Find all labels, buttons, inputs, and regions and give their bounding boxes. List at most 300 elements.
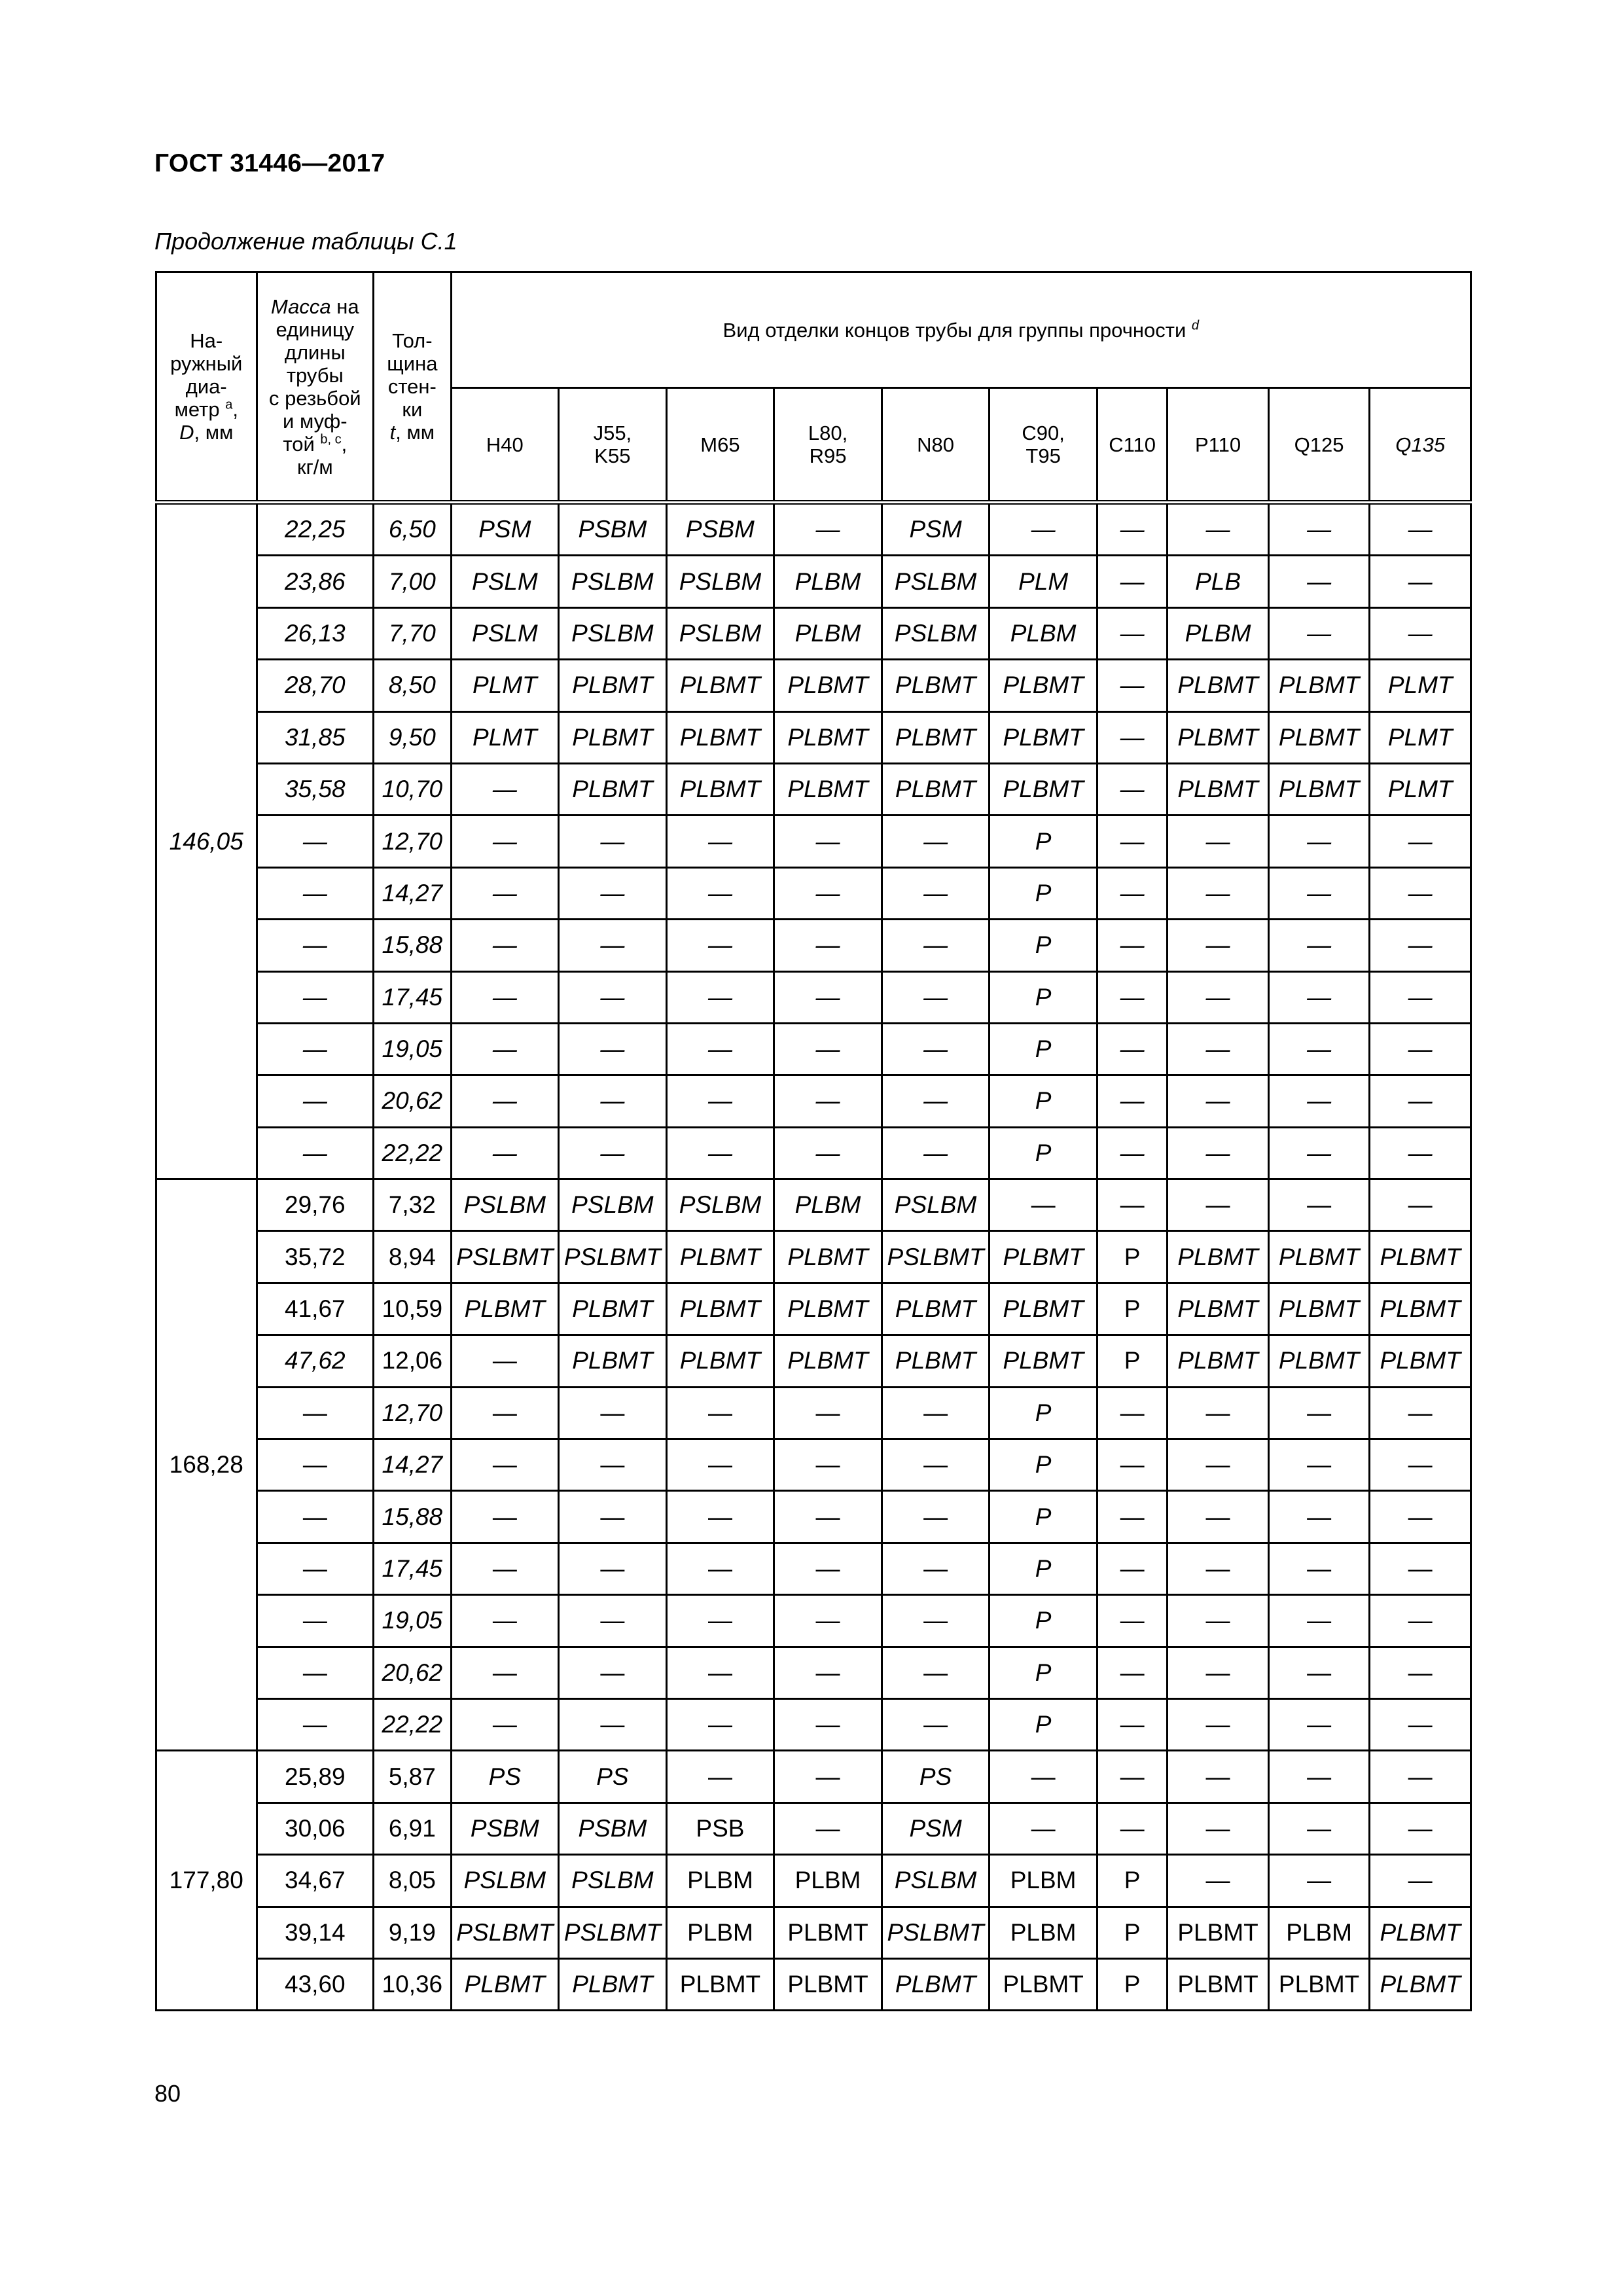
mass-cell: 28,70: [257, 660, 374, 711]
finish-cell: PLBMT: [1268, 763, 1370, 815]
finish-cell: —: [451, 1075, 559, 1127]
finish-cell: PLBMT: [990, 1231, 1097, 1283]
table-row: [156, 971, 1471, 1023]
finish-cell: —: [882, 1387, 990, 1439]
mass-cell: 25,89: [257, 1751, 374, 1803]
finish-cell: —: [774, 1751, 882, 1803]
finish-cell: —: [1268, 1595, 1370, 1647]
table-row: [156, 1075, 1471, 1127]
finish-cell: —: [666, 920, 774, 971]
finish-cell: —: [1097, 1387, 1167, 1439]
table-row: [156, 1439, 1471, 1491]
finish-cell: PLBM: [990, 1855, 1097, 1907]
finish-cell: —: [1370, 1023, 1471, 1075]
table-row: [156, 1179, 1471, 1231]
finish-cell: PLBMT: [666, 1958, 774, 2010]
finish-cell: —: [1168, 1595, 1269, 1647]
page-number: 80: [154, 2080, 181, 2107]
finish-cell: —: [451, 1543, 559, 1594]
finish-cell: P: [990, 1491, 1097, 1543]
finish-cell: PLBM: [666, 1907, 774, 1958]
finish-cell: —: [1370, 607, 1471, 659]
finish-cell: —: [882, 1023, 990, 1075]
thickness-cell: 7,32: [374, 1179, 451, 1231]
finish-cell: —: [774, 920, 882, 971]
finish-cell: —: [1370, 1595, 1471, 1647]
table-row: [156, 1231, 1471, 1283]
finish-cell: —: [774, 1543, 882, 1594]
finish-cell: —: [559, 1439, 667, 1491]
finish-cell: —: [882, 1543, 990, 1594]
finish-cell: —: [559, 1543, 667, 1594]
finish-cell: —: [1370, 920, 1471, 971]
finish-cell: —: [1168, 1127, 1269, 1179]
finish-cell: —: [882, 867, 990, 919]
finish-cell: P: [1097, 1283, 1167, 1335]
finish-cell: —: [666, 1543, 774, 1594]
finish-cell: PLBMT: [1370, 1958, 1471, 2010]
mass-cell: 35,58: [257, 763, 374, 815]
finish-cell: PLBMT: [774, 1283, 882, 1335]
thickness-cell: 7,70: [374, 607, 451, 659]
finish-cell: —: [1268, 1075, 1370, 1127]
finish-cell: PS: [451, 1751, 559, 1803]
finish-cell: PLMT: [1370, 711, 1471, 763]
diameter-cell: 146,05: [156, 503, 257, 1179]
finish-cell: PSLBM: [882, 607, 990, 659]
finish-cell: PSBM: [559, 1803, 667, 1854]
finish-cell: PLBMT: [1168, 763, 1269, 815]
finish-cell: PSBM: [666, 503, 774, 556]
finish-cell: —: [666, 816, 774, 867]
finish-cell: —: [774, 1127, 882, 1179]
finish-cell: —: [1097, 1023, 1167, 1075]
finish-cell: PSM: [882, 1803, 990, 1854]
header-grade: L80, R95: [774, 388, 882, 503]
finish-cell: —: [666, 1075, 774, 1127]
mass-cell: —: [257, 1543, 374, 1594]
finish-cell: PLBMT: [774, 763, 882, 815]
finish-cell: —: [1168, 816, 1269, 867]
thickness-cell: 12,70: [374, 816, 451, 867]
finish-cell: —: [559, 971, 667, 1023]
finish-cell: PSBM: [451, 1803, 559, 1854]
header-group: Вид отделки концов трубы для группы прочности $^d$: [451, 272, 1471, 388]
finish-cell: PLBMT: [451, 1283, 559, 1335]
finish-cell: —: [1097, 1075, 1167, 1127]
finish-cell: —: [1168, 1023, 1269, 1075]
finish-cell: PLBMT: [666, 1283, 774, 1335]
table-row: [156, 1543, 1471, 1594]
finish-cell: —: [451, 1439, 559, 1491]
finish-cell: —: [774, 1387, 882, 1439]
finish-cell: PLBM: [990, 1907, 1097, 1958]
finish-cell: PLBMT: [882, 763, 990, 815]
finish-cell: —: [1097, 920, 1167, 971]
header-grade: Q135: [1370, 388, 1471, 503]
finish-cell: —: [990, 1803, 1097, 1854]
finish-cell: —: [559, 1595, 667, 1647]
thickness-cell: 10,59: [374, 1283, 451, 1335]
mass-cell: 23,86: [257, 556, 374, 607]
header-grade: C90, T95: [990, 388, 1097, 503]
finish-cell: PSLBMT: [451, 1907, 559, 1958]
thickness-cell: 19,05: [374, 1023, 451, 1075]
finish-cell: PLBMT: [882, 1958, 990, 2010]
finish-cell: —: [1370, 1179, 1471, 1231]
mass-cell: 30,06: [257, 1803, 374, 1854]
mass-cell: 41,67: [257, 1283, 374, 1335]
mass-cell: —: [257, 1491, 374, 1543]
finish-cell: —: [1097, 763, 1167, 815]
finish-cell: PSLBMT: [451, 1231, 559, 1283]
finish-cell: —: [1168, 1803, 1269, 1854]
thickness-cell: 9,19: [374, 1907, 451, 1958]
finish-cell: —: [1097, 816, 1167, 867]
finish-cell: —: [559, 1387, 667, 1439]
finish-cell: —: [1097, 971, 1167, 1023]
finish-cell: —: [451, 1491, 559, 1543]
thickness-cell: 10,70: [374, 763, 451, 815]
finish-cell: —: [1370, 1698, 1471, 1750]
finish-cell: —: [559, 920, 667, 971]
finish-cell: PLMT: [451, 660, 559, 711]
finish-cell: PSLBM: [559, 607, 667, 659]
finish-cell: —: [1370, 1075, 1471, 1127]
finish-cell: —: [559, 1127, 667, 1179]
finish-cell: PLBM: [1168, 607, 1269, 659]
mass-cell: 26,13: [257, 607, 374, 659]
thickness-cell: 8,50: [374, 660, 451, 711]
finish-cell: PLBMT: [1168, 711, 1269, 763]
finish-cell: PLBMT: [1168, 1958, 1269, 2010]
table-row: [156, 1491, 1471, 1543]
header-grade: N80: [882, 388, 990, 503]
finish-cell: PLBMT: [990, 1283, 1097, 1335]
finish-cell: PSM: [882, 503, 990, 556]
finish-cell: P: [990, 1647, 1097, 1698]
finish-cell: —: [666, 1491, 774, 1543]
header-grade: P110: [1168, 388, 1269, 503]
thickness-cell: 19,05: [374, 1595, 451, 1647]
header-grade: M65: [666, 388, 774, 503]
finish-cell: —: [1097, 711, 1167, 763]
finish-cell: PLBMT: [666, 1231, 774, 1283]
finish-cell: —: [451, 1698, 559, 1750]
table-row: [156, 711, 1471, 763]
finish-cell: —: [1268, 1491, 1370, 1543]
finish-cell: PSLBMT: [882, 1907, 990, 1958]
finish-cell: PLBM: [774, 1855, 882, 1907]
finish-cell: PS: [882, 1751, 990, 1803]
finish-cell: —: [1097, 503, 1167, 556]
mass-cell: 47,62: [257, 1335, 374, 1387]
finish-cell: —: [1168, 1491, 1269, 1543]
finish-cell: —: [559, 867, 667, 919]
finish-cell: —: [451, 1595, 559, 1647]
thickness-cell: 7,00: [374, 556, 451, 607]
mass-cell: —: [257, 1075, 374, 1127]
table-row: [156, 1855, 1471, 1907]
mass-cell: 31,85: [257, 711, 374, 763]
finish-cell: PSBM: [559, 503, 667, 556]
finish-cell: PLBMT: [1268, 660, 1370, 711]
finish-cell: —: [451, 816, 559, 867]
thickness-cell: 22,22: [374, 1127, 451, 1179]
finish-cell: —: [1370, 816, 1471, 867]
header-grade: C110: [1097, 388, 1167, 503]
finish-cell: PLBM: [666, 1855, 774, 1907]
finish-cell: —: [1168, 1698, 1269, 1750]
finish-cell: —: [1168, 867, 1269, 919]
thickness-cell: 14,27: [374, 1439, 451, 1491]
finish-cell: —: [451, 1335, 559, 1387]
finish-cell: —: [559, 1647, 667, 1698]
finish-cell: PLBMT: [559, 763, 667, 815]
finish-cell: PLBMT: [1168, 660, 1269, 711]
finish-cell: —: [882, 1647, 990, 1698]
finish-cell: —: [990, 1751, 1097, 1803]
finish-cell: —: [1168, 1387, 1269, 1439]
header-grade: Q125: [1268, 388, 1370, 503]
table-row: [156, 816, 1471, 867]
finish-cell: —: [774, 503, 882, 556]
mass-cell: —: [257, 1439, 374, 1491]
finish-cell: PLBMT: [990, 1335, 1097, 1387]
finish-cell: —: [1097, 1543, 1167, 1594]
finish-cell: PSLBM: [559, 556, 667, 607]
finish-cell: —: [1370, 1803, 1471, 1854]
table-row: [156, 1283, 1471, 1335]
finish-cell: PLBMT: [1370, 1283, 1471, 1335]
finish-cell: P: [990, 1595, 1097, 1647]
finish-cell: —: [1268, 1855, 1370, 1907]
finish-cell: PLBMT: [990, 711, 1097, 763]
table-row: [156, 660, 1471, 711]
header-grade: H40: [451, 388, 559, 503]
finish-cell: P: [1097, 1855, 1167, 1907]
finish-cell: —: [1168, 1751, 1269, 1803]
finish-cell: P: [990, 920, 1097, 971]
finish-cell: PSLBM: [882, 1855, 990, 1907]
finish-cell: PLBMT: [559, 660, 667, 711]
thickness-cell: 20,62: [374, 1647, 451, 1698]
finish-cell: —: [451, 867, 559, 919]
finish-cell: PSLBMT: [882, 1231, 990, 1283]
mass-cell: —: [257, 816, 374, 867]
finish-cell: —: [882, 1595, 990, 1647]
thickness-cell: 10,36: [374, 1958, 451, 2010]
finish-cell: —: [1268, 1543, 1370, 1594]
finish-cell: —: [1097, 1179, 1167, 1231]
finish-cell: —: [1168, 971, 1269, 1023]
finish-cell: —: [1168, 1439, 1269, 1491]
thickness-cell: 17,45: [374, 971, 451, 1023]
finish-cell: —: [1268, 556, 1370, 607]
finish-cell: —: [1370, 1647, 1471, 1698]
table-row: [156, 1907, 1471, 1958]
table-row: [156, 503, 1471, 556]
finish-cell: PLBMT: [882, 660, 990, 711]
finish-cell: PSLM: [451, 556, 559, 607]
finish-cell: PLBMT: [559, 1958, 667, 2010]
finish-cell: PLBM: [774, 556, 882, 607]
finish-cell: P: [990, 1439, 1097, 1491]
finish-cell: —: [990, 503, 1097, 556]
finish-cell: —: [1268, 1439, 1370, 1491]
finish-cell: —: [1268, 971, 1370, 1023]
thickness-cell: 5,87: [374, 1751, 451, 1803]
finish-cell: —: [774, 816, 882, 867]
finish-cell: —: [1370, 556, 1471, 607]
finish-cell: —: [774, 1075, 882, 1127]
finish-cell: —: [1268, 920, 1370, 971]
finish-cell: —: [666, 1387, 774, 1439]
finish-cell: —: [1370, 1751, 1471, 1803]
finish-cell: PLBMT: [451, 1958, 559, 2010]
mass-cell: 39,14: [257, 1907, 374, 1958]
finish-cell: PLBMT: [1268, 1283, 1370, 1335]
finish-cell: —: [666, 1647, 774, 1698]
finish-cell: PS: [559, 1751, 667, 1803]
finish-cell: —: [666, 1595, 774, 1647]
finish-cell: PSLBMT: [559, 1907, 667, 1958]
finish-cell: —: [1168, 1543, 1269, 1594]
finish-cell: —: [1268, 1179, 1370, 1231]
table-row: [156, 1023, 1471, 1075]
mass-cell: —: [257, 1647, 374, 1698]
finish-cell: —: [559, 1075, 667, 1127]
finish-cell: —: [1268, 1127, 1370, 1179]
finish-cell: —: [1268, 1698, 1370, 1750]
finish-cell: P: [1097, 1335, 1167, 1387]
finish-cell: —: [1097, 556, 1167, 607]
finish-cell: —: [451, 1023, 559, 1075]
header-diameter: На- ружный диа- метр $^a$, D, мм: [156, 272, 257, 503]
finish-cell: PLBMT: [1168, 1231, 1269, 1283]
finish-cell: —: [666, 971, 774, 1023]
finish-cell: —: [1097, 1647, 1167, 1698]
finish-cell: PSM: [451, 503, 559, 556]
finish-cell: —: [882, 1698, 990, 1750]
finish-cell: —: [882, 1075, 990, 1127]
finish-cell: —: [1168, 1075, 1269, 1127]
finish-cell: P: [990, 1127, 1097, 1179]
finish-cell: —: [882, 1127, 990, 1179]
mass-cell: —: [257, 1698, 374, 1750]
finish-cell: PLBMT: [990, 763, 1097, 815]
table-row: [156, 920, 1471, 971]
diameter-cell: 177,80: [156, 1751, 257, 2011]
finish-cell: —: [451, 1647, 559, 1698]
mass-cell: —: [257, 971, 374, 1023]
finish-cell: P: [990, 867, 1097, 919]
finish-cell: PLM: [990, 556, 1097, 607]
finish-cell: —: [1370, 1387, 1471, 1439]
finish-cell: —: [1370, 971, 1471, 1023]
mass-cell: —: [257, 1127, 374, 1179]
finish-cell: —: [1097, 1439, 1167, 1491]
finish-cell: PLBMT: [882, 1335, 990, 1387]
finish-cell: —: [774, 1023, 882, 1075]
finish-cell: —: [774, 1595, 882, 1647]
table-row: [156, 1698, 1471, 1750]
mass-cell: —: [257, 867, 374, 919]
finish-cell: P: [990, 1387, 1097, 1439]
finish-cell: —: [774, 1647, 882, 1698]
finish-cell: —: [1168, 920, 1269, 971]
finish-cell: —: [1268, 503, 1370, 556]
finish-cell: —: [666, 1698, 774, 1750]
finish-cell: —: [1268, 1023, 1370, 1075]
finish-cell: —: [882, 1491, 990, 1543]
finish-cell: —: [559, 1491, 667, 1543]
finish-cell: —: [1268, 1387, 1370, 1439]
finish-cell: —: [1268, 1647, 1370, 1698]
finish-cell: —: [1097, 1803, 1167, 1854]
finish-cell: —: [666, 1439, 774, 1491]
finish-cell: —: [1268, 1803, 1370, 1854]
finish-cell: P: [990, 1698, 1097, 1750]
header-mass: Масса на единицу длины трубы с резьбой и муф- той $^{b, c}$, кг/м: [257, 272, 374, 503]
thickness-cell: 6,50: [374, 503, 451, 556]
finish-cell: —: [1268, 1751, 1370, 1803]
mass-cell: —: [257, 1023, 374, 1075]
finish-cell: PLBMT: [774, 711, 882, 763]
finish-cell: —: [1370, 1855, 1471, 1907]
finish-cell: PLBMT: [1168, 1283, 1269, 1335]
finish-cell: PLBMT: [559, 1335, 667, 1387]
finish-cell: PLBMT: [1268, 1958, 1370, 2010]
finish-cell: PLBMT: [990, 1958, 1097, 2010]
finish-cell: PLBMT: [882, 711, 990, 763]
table-row: [156, 763, 1471, 815]
finish-cell: PSLBM: [666, 556, 774, 607]
mass-cell: 29,76: [257, 1179, 374, 1231]
diameter-cell: 168,28: [156, 1179, 257, 1751]
table-row: [156, 1803, 1471, 1854]
finish-cell: P: [1097, 1231, 1167, 1283]
finish-cell: P: [990, 816, 1097, 867]
mass-cell: —: [257, 920, 374, 971]
finish-cell: PLBMT: [990, 660, 1097, 711]
header-grade: J55, K55: [559, 388, 667, 503]
finish-cell: —: [1370, 1439, 1471, 1491]
header-thickness: Тол- щина стен- ки t, мм: [374, 272, 451, 503]
finish-cell: PSLBM: [882, 1179, 990, 1231]
mass-cell: —: [257, 1595, 374, 1647]
finish-cell: PLBMT: [1168, 1335, 1269, 1387]
finish-cell: —: [451, 971, 559, 1023]
table-row: [156, 1958, 1471, 2010]
finish-cell: P: [990, 1023, 1097, 1075]
mass-cell: 22,25: [257, 503, 374, 556]
finish-cell: PSB: [666, 1803, 774, 1854]
table-row: [156, 1595, 1471, 1647]
finish-cell: —: [1097, 1751, 1167, 1803]
finish-cell: —: [451, 1387, 559, 1439]
finish-cell: —: [1097, 1491, 1167, 1543]
table-caption: Продолжение таблицы С.1: [154, 228, 457, 255]
finish-cell: PLBMT: [666, 1335, 774, 1387]
finish-cell: —: [1370, 1543, 1471, 1594]
finish-cell: —: [1268, 816, 1370, 867]
finish-cell: —: [882, 920, 990, 971]
finish-cell: —: [666, 1751, 774, 1803]
thickness-cell: 6,91: [374, 1803, 451, 1854]
finish-cell: —: [1097, 1698, 1167, 1750]
finish-cell: PLBMT: [882, 1283, 990, 1335]
